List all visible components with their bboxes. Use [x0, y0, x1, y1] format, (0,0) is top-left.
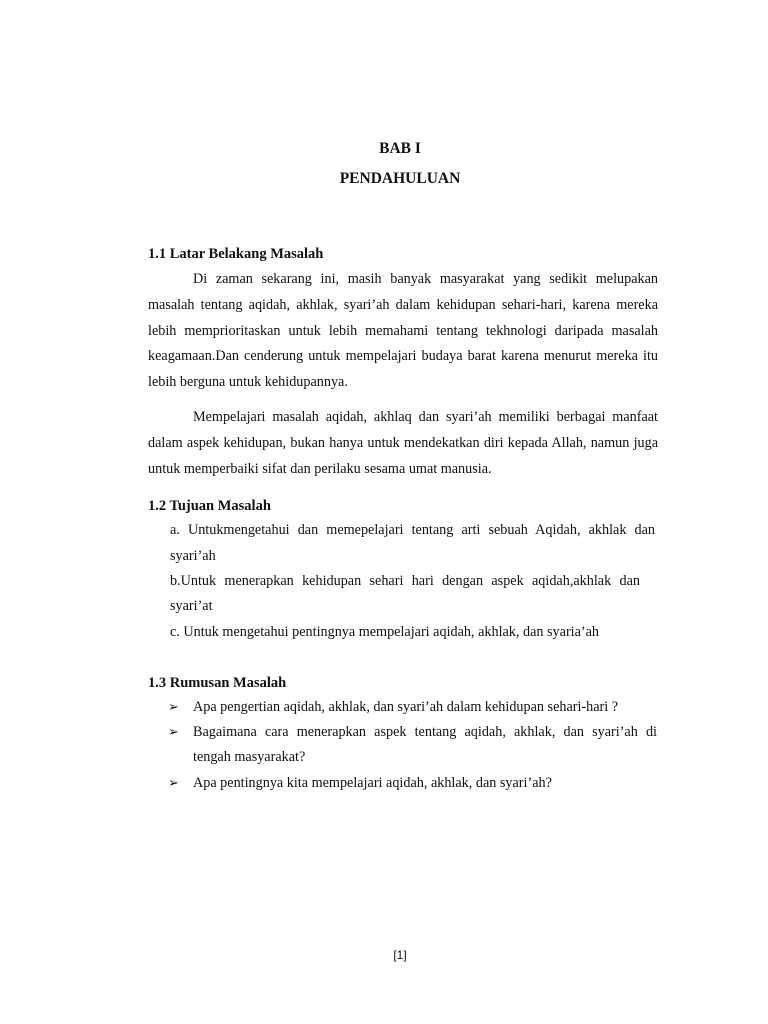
section-heading-latar-belakang: 1.1 Latar Belakang Masalah	[148, 246, 324, 262]
objective-item-c: c. Untuk mengetahui pentingnya mempelajari aqidah, akhlak, dan syaria’ah	[170, 624, 600, 640]
question-item-1: Apa pengertian aqidah, akhlak, dan syari’ah dalam kehidupan sehari-hari ?	[193, 699, 619, 715]
page-number: [1]	[393, 948, 407, 962]
arrow-bullet-icon: ➢	[168, 699, 179, 714]
section-heading-tujuan: 1.2 Tujuan Masalah	[148, 498, 271, 514]
arrow-bullet-icon: ➢	[168, 724, 179, 739]
arrow-bullet-icon: ➢	[168, 775, 179, 790]
paragraph-text: Di zaman sekarang ini, masih banyak masyarakat yang sedikit melupakan masalah tentang aqidah, akhlak, syari’ah dalam kehidupan sehari-hari, karena mereka lebih memprioritaskan untuk lebih memahami tentang tekhnologi daripada masalah keagamaan.Dan cenderung untuk mempelajari budaya barat karena menurut mereka itu lebih berguna untuk kehidupannya.	[148, 271, 658, 391]
objective-item-b-line2: syari’at	[170, 598, 213, 614]
chapter-title: PENDAHULUAN	[339, 170, 461, 187]
question-item-2-line2: tengah masyarakat?	[193, 749, 306, 765]
objective-item-a-line2: syari’ah	[170, 548, 216, 564]
question-item-2-line1: Bagaimana cara menerapkan aspek tentang aqidah, akhlak, dan syari’ah di	[193, 724, 657, 740]
chapter-label: BAB I	[379, 140, 421, 157]
objective-item-b-line1: b.Untuk menerapkan kehidupan sehari hari dengan aspek aqidah,akhlak dan	[170, 573, 640, 589]
section-heading-rumusan: 1.3 Rumusan Masalah	[148, 675, 287, 691]
objective-item-a-line1: a. Untukmengetahui dan memepelajari tentang arti sebuah Aqidah, akhlak dan	[170, 522, 655, 538]
paragraph-background-1	[148, 267, 658, 396]
paragraph-text: Mempelajari masalah aqidah, akhlaq dan syari’ah memiliki berbagai manfaat dalam aspek kehidupan, bukan hanya untuk mendekatkan diri kepada Allah, namun juga untuk memperbaiki sifat dan perilaku sesama umat manusia.	[148, 409, 658, 477]
question-item-3: Apa pentingnya kita mempelajari aqidah, akhlak, dan syari’ah?	[193, 775, 552, 791]
paragraph-background-2	[148, 405, 658, 482]
